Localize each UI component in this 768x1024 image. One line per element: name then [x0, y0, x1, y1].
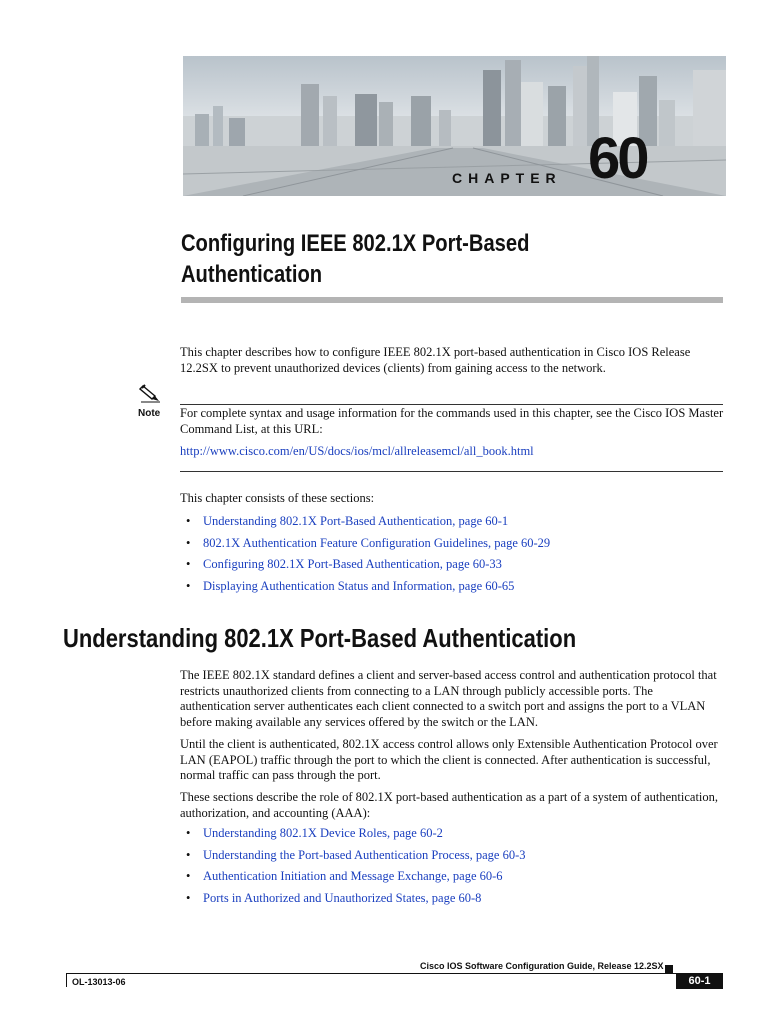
note-url-link[interactable]: http://www.cisco.com/en/US/docs/ios/mcl/allreleasemcl/all_book.html [180, 444, 534, 458]
section-link[interactable]: Configuring 802.1X Port-Based Authentication, page 60-33 [203, 557, 502, 572]
chapter-label: CHAPTER [452, 170, 562, 186]
section-link[interactable]: Understanding 802.1X Port-Based Authentication, page 60-1 [203, 514, 509, 528]
list-item: • Configuring 802.1X Port-Based Authentication, page 60-33 [186, 557, 502, 572]
note-divider-bottom [180, 471, 723, 472]
sections-intro: This chapter consists of these sections: [180, 491, 375, 505]
subsection-link[interactable]: Understanding 802.1X Device Roles, page 60-2 [203, 826, 443, 840]
note-label: Note [138, 408, 161, 419]
page-number: 60-1 [676, 973, 723, 989]
list-item: • Ports in Authorized and Unauthorized States, page 60-8 [186, 891, 482, 906]
body-paragraph: Until the client is authenticated, 802.1X access control allows only Extensible Authentication Protocol over LAN (EAPOL) traffic through the port to which the client is connected. After authentication is successful, normal traffic can pass through the port. [180, 737, 718, 782]
subsections-list [186, 826, 526, 913]
list-item: • Displaying Authentication Status and Information, page 60-65 [186, 579, 515, 594]
title-divider [181, 297, 723, 303]
list-item: • Understanding 802.1X Device Roles, page 60-2 [186, 826, 443, 840]
footer-marker [665, 965, 673, 973]
list-item: • 802.1X Authentication Feature Configuration Guidelines, page 60-29 [186, 535, 551, 550]
pencil-icon [139, 383, 161, 403]
list-item: • Authentication Initiation and Message Exchange, page 60-6 [186, 869, 503, 884]
footer-divider [66, 973, 676, 974]
subsection-link[interactable]: Authentication Initiation and Message Exchange, page 60-6 [203, 869, 503, 884]
footer-guide-title: Cisco IOS Software Configuration Guide, Release 12.2SX [420, 961, 664, 971]
subsection-link[interactable]: Understanding the Port-based Authentication Process, page 60-3 [203, 847, 526, 862]
section-heading: Understanding 802.1X Port-Based Authentication [63, 623, 577, 653]
chapter-number: 60 [588, 126, 647, 191]
list-item: • Understanding the Port-based Authentication Process, page 60-3 [186, 847, 526, 862]
note-text: For complete syntax and usage information for the commands used in this chapter, see the Cisco IOS Master Command List, at this URL: [180, 406, 724, 436]
body-paragraph: The IEEE 802.1X standard defines a client and server-based access control and authentication protocol that restricts unauthorized clients from connecting to a LAN through publicly accessible ports. The authentication server authenticates each client connected to a switch port and assigns the port to a VLAN before making available any services offered by the switch or the LAN. [180, 668, 717, 729]
note-divider-top [180, 404, 723, 405]
footer-doc-id: OL-13013-06 [72, 977, 126, 987]
chapter-title: Configuring IEEE 802.1X Port-Based Authentication [181, 230, 530, 288]
list-item: • Understanding 802.1X Port-Based Authentication, page 60-1 [186, 514, 509, 528]
body-paragraph: These sections describe the role of 802.1X port-based authentication as a part of a system of authentication, authorization, and accounting (AAA): [180, 790, 719, 820]
footer-tick [66, 973, 67, 987]
section-link[interactable]: 802.1X Authentication Feature Configuration Guidelines, page 60-29 [203, 535, 551, 550]
subsection-link[interactable]: Ports in Authorized and Unauthorized States, page 60-8 [203, 891, 482, 906]
intro-paragraph: This chapter describes how to configure IEEE 802.1X port-based authentication in Cisco IOS Release 12.2SX to prevent unauthorized devices (clients) from gaining access to the network. [180, 345, 691, 375]
sections-list [186, 514, 550, 601]
section-link[interactable]: Displaying Authentication Status and Information, page 60-65 [203, 579, 515, 594]
